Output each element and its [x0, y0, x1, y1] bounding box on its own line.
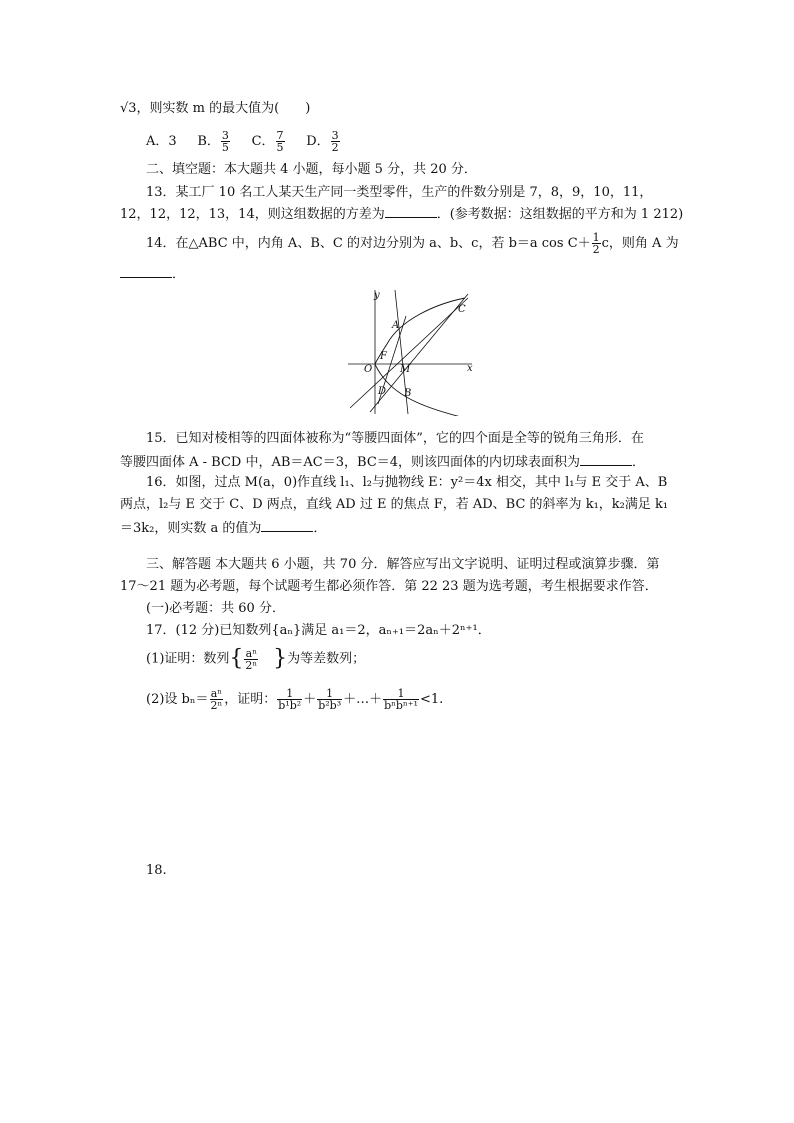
q17-part2-fraction: $\frac{\text{aⁿ}}{\text{2ⁿ}}$: [210, 687, 223, 712]
q15-period: ．: [632, 455, 646, 470]
q12-option-b-label: B．: [197, 134, 220, 149]
q17-stem: 17．(12 分)已知数列{aₙ}满足 a₁＝2，aₙ₊₁＝2aₙ＋2ⁿ⁺¹．: [146, 623, 491, 638]
section2-heading: 二、填空题：本大题共 4 小题，每小题 5 分，共 20 分．: [146, 162, 477, 177]
q17-term2: $\frac{1}{\text{b²b³}}$: [318, 687, 342, 712]
section3-line3: (一)必考题：共 60 分．: [146, 601, 285, 616]
label-o: O: [364, 364, 373, 375]
q17-inequality: <1.: [419, 692, 444, 707]
label-a: A: [392, 320, 400, 331]
q13-line2-text: 12，12，12，13，14，则这组数据的方差为: [120, 207, 385, 222]
parabola-figure: [340, 286, 480, 416]
q17-term3: $\frac{1}{\text{bⁿbⁿ⁺¹}}$: [384, 687, 418, 712]
q16-line2: 两点，l₂与 E 交于 C、D 两点，直线 AD 过 E 的焦点 F，若 AD、BC 的斜率为 k₁，k₂满足 k₁: [120, 497, 669, 512]
q16-period: ．: [313, 521, 327, 536]
q12-option-d-fraction: $\frac{3}{2}$: [331, 129, 339, 154]
label-c: C: [458, 304, 466, 315]
label-y: y: [374, 290, 380, 301]
q13-line1: 13．某工厂 10 名工人某天生产同一类型零件，生产的件数分别是 7，8，9，10，11，: [146, 185, 653, 200]
q17-part2-prove: ，证明：: [224, 692, 277, 707]
q17-part2: [146, 682, 443, 718]
q15-text: 等腰四面体 A - BCD 中，AB＝AC＝3，BC＝4，则该四面体的内切球表面积为: [120, 455, 581, 470]
q17-part1-text: (1)证明：数列: [146, 651, 230, 667]
q16-text: ＝3k₂，则实数 a 的值为: [120, 521, 262, 536]
q12-option-d-label: D．: [306, 134, 330, 149]
label-m: M: [400, 364, 411, 375]
q16-line1: 16．如图，过点 M(a，0)作直线 l₁、l₂与抛物线 E：y²＝4x 相交，其中 l₁与 E 交于 A、B: [146, 475, 668, 490]
q17-ellipsis: ＋…＋: [343, 692, 383, 707]
label-b: B: [404, 388, 412, 399]
q12-option-a: A．3: [146, 134, 177, 149]
q15-line2: [120, 452, 645, 472]
q12-option-b-fraction: $\frac{3}{5}$: [221, 129, 229, 154]
section3-line2: 17～21 题为必考题，每个试题考生都必须作答．第 22 23 题为选考题，考生根据要求作答．: [120, 579, 658, 594]
parabola-curve: [375, 298, 465, 416]
q15-answer-blank: [580, 452, 632, 466]
q13-line2-ref: ．(参考数据：这组数据的平方和为 1 212): [436, 207, 684, 222]
q17-term1: $\frac{1}{\text{b¹b²}}$: [278, 687, 302, 712]
label-f: F: [380, 351, 387, 362]
q17-part1-fraction: $\frac{\text{aⁿ}}{\text{2ⁿ}}$: [245, 646, 258, 672]
q17-part2-text: (2)设 bₙ＝: [146, 692, 209, 707]
label-x: x: [467, 363, 473, 374]
q13-answer-blank: [385, 204, 437, 218]
q14-line2: [120, 264, 185, 284]
q14-fraction: $\frac{1}{2}$: [592, 231, 600, 256]
q16-line3: [120, 518, 326, 538]
q13-line2: [120, 204, 683, 224]
q12-options: [146, 124, 341, 160]
q14-text-end: c，则角 A 为: [601, 236, 679, 251]
q14-line1: [146, 230, 679, 258]
q14-answer-blank: [120, 264, 172, 278]
q15-line1: 15．已知对棱相等的四面体被称为“等腰四面体”，它的四个面是全等的锐角三角形．在: [146, 431, 644, 446]
q17-part1-end: 为等差数列；: [287, 651, 366, 667]
q18-number: 18.: [146, 863, 167, 878]
q12-tail: √3，则实数 m 的最大值为( ): [120, 101, 311, 116]
q17-plus: ＋: [303, 692, 317, 707]
q14-period: ．: [172, 267, 186, 282]
q17-part1: (1)证明：数列{ $\frac{\text{aⁿ}}{\text{2ⁿ}}$ }为等差数列；: [146, 646, 366, 672]
section3-line1: 三、解答题 本大题共 6 小题，共 70 分．解答应写出文字说明、证明过程或演算步骤．第: [146, 557, 660, 572]
q12-option-c-fraction: $\frac{7}{5}$: [276, 129, 284, 154]
q12-option-c-label: C．: [251, 134, 275, 149]
q16-answer-blank: [261, 518, 313, 532]
q14-text: 14．在△ABC 中，内角 A、B、C 的对边分别为 a、b、c，若 b＝a cos C＋: [146, 236, 591, 251]
label-d: D: [378, 386, 387, 397]
